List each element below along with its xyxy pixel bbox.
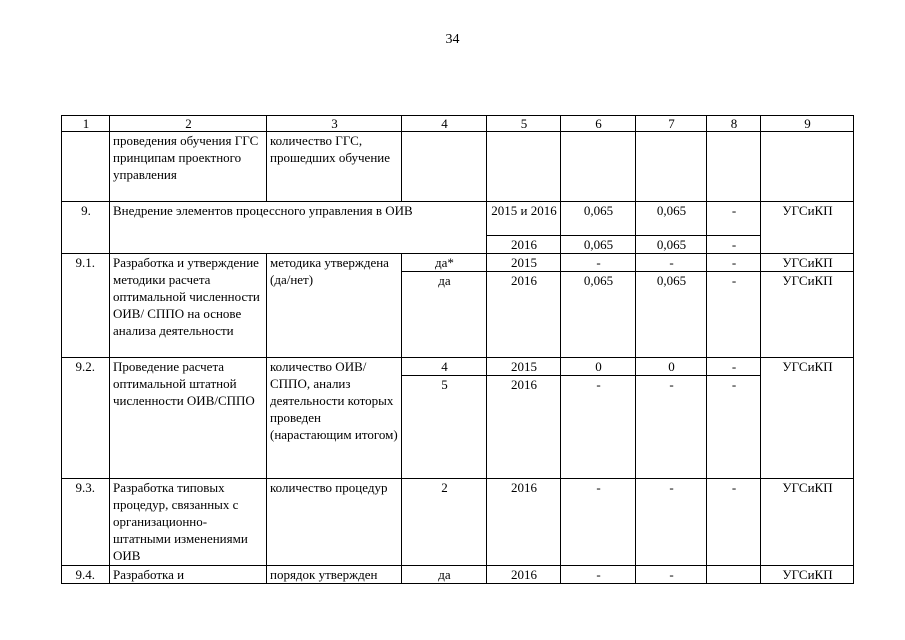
- header-cell: 4: [402, 116, 487, 132]
- cell-col8: [707, 566, 761, 584]
- header-cell: 2: [110, 116, 267, 132]
- cell-indicator: методика утверждена (да/нет): [267, 254, 402, 358]
- cell-num: 9.1.: [62, 254, 110, 358]
- cell-num: 9.3.: [62, 479, 110, 566]
- header-cell: 3: [267, 116, 402, 132]
- cell-exec: [761, 132, 854, 202]
- cell-indicator: количество ОИВ/СППО, анализ деятельности которых проведен (нарастающим итогом): [267, 358, 402, 479]
- cell-col7: [636, 132, 707, 202]
- cell-year: 2016: [487, 376, 561, 479]
- cell-col7: -: [636, 479, 707, 566]
- table-row: [62, 254, 854, 272]
- cell-exec: УГСиКП: [761, 479, 854, 566]
- header-cell: 6: [561, 116, 636, 132]
- cell-value: да: [402, 566, 487, 584]
- cell-col7: -: [636, 566, 707, 584]
- cell-col8: -: [707, 254, 761, 272]
- cell-name: Разработка и: [110, 566, 267, 584]
- cell-value: да*: [402, 254, 487, 272]
- header-cell: 9: [761, 116, 854, 132]
- cell-col8: -: [707, 202, 761, 236]
- cell-num: 9.2.: [62, 358, 110, 479]
- cell-col7: 0,065: [636, 272, 707, 358]
- page-number: 34: [445, 32, 460, 47]
- cell-col8: -: [707, 358, 761, 376]
- cell-year: 2016: [487, 566, 561, 584]
- cell-col6: -: [561, 479, 636, 566]
- cell-col7: -: [636, 254, 707, 272]
- cell-indicator: порядок утвержден: [267, 566, 402, 584]
- cell-col7: 0: [636, 358, 707, 376]
- cell-value: да: [402, 272, 487, 358]
- cell-col6: -: [561, 254, 636, 272]
- table-header-row: [62, 116, 854, 132]
- cell-year: 2015: [487, 358, 561, 376]
- cell-col6: -: [561, 566, 636, 584]
- header-cell: 8: [707, 116, 761, 132]
- cell-col6: 0: [561, 358, 636, 376]
- cell-col8: -: [707, 272, 761, 358]
- cell-col7: -: [636, 376, 707, 479]
- cell-col7: 0,065: [636, 236, 707, 254]
- cell-name: Разработка и утверждение методики расчета оптимальной численности ОИВ/ СППО на основе анализа деятельности: [110, 254, 267, 358]
- cell-col8: -: [707, 479, 761, 566]
- cell-col6: 0,065: [561, 202, 636, 236]
- table-row: [62, 358, 854, 376]
- cell-year: 2015: [487, 254, 561, 272]
- cell-col6: 0,065: [561, 236, 636, 254]
- cell-col6: 0,065: [561, 272, 636, 358]
- cell-year: 2015 и 2016: [487, 202, 561, 236]
- cell-indicator: количество ГГС, прошедших обучение: [267, 132, 402, 202]
- cell-value: 2: [402, 479, 487, 566]
- cell-exec: УГСиКП: [761, 358, 854, 479]
- header-cell: 1: [62, 116, 110, 132]
- cell-name: Проведение расчета оптимальной штатной численности ОИВ/СППО: [110, 358, 267, 479]
- cell-year: 2016: [487, 272, 561, 358]
- cell-exec: УГСиКП: [761, 566, 854, 584]
- table-row: [62, 566, 854, 584]
- cell-year: [487, 132, 561, 202]
- cell-col8: -: [707, 236, 761, 254]
- cell-exec: УГСиКП: [761, 202, 854, 254]
- header-cell: 7: [636, 116, 707, 132]
- table-row: [62, 479, 854, 566]
- cell-name: проведения обучения ГГС принципам проектного управления: [110, 132, 267, 202]
- cell-exec: УГСиКП: [761, 272, 854, 358]
- cell-num: 9.4.: [62, 566, 110, 584]
- cell-value: 4: [402, 358, 487, 376]
- plan-table: [61, 115, 854, 584]
- cell-year: 2016: [487, 479, 561, 566]
- cell-num: 9.: [62, 202, 110, 254]
- cell-num: [62, 132, 110, 202]
- cell-indicator: количество процедур: [267, 479, 402, 566]
- table-row: [62, 202, 854, 236]
- cell-value: 5: [402, 376, 487, 479]
- cell-col7: 0,065: [636, 202, 707, 236]
- cell-year: 2016: [487, 236, 561, 254]
- cell-col8: [707, 132, 761, 202]
- cell-exec: УГСиКП: [761, 254, 854, 272]
- cell-col8: -: [707, 376, 761, 479]
- cell-col6: [561, 132, 636, 202]
- table-row: [62, 132, 854, 202]
- cell-name: Разработка типовых процедур, связанных с организационно-штатными изменениями ОИВ: [110, 479, 267, 566]
- cell-col6: -: [561, 376, 636, 479]
- header-cell: 5: [487, 116, 561, 132]
- cell-value: [402, 132, 487, 202]
- cell-name: Внедрение элементов процессного управления в ОИВ: [110, 202, 487, 254]
